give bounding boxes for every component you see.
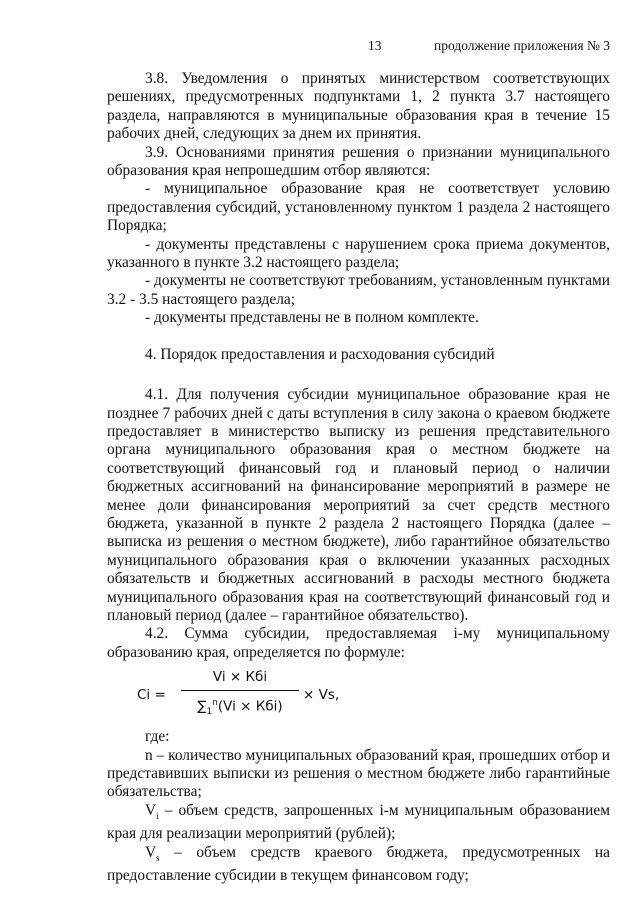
- sum-lower-limit: 1: [206, 706, 213, 717]
- sum-term: (Vi × Кбi): [217, 698, 283, 715]
- vs-symbol: V: [145, 843, 157, 861]
- paragraph-3-9: 3.9. Основаниями принятия решения о признании муниципального образования края непрошедшим отбор являются:: [107, 143, 610, 180]
- definition-vs: [107, 844, 610, 886]
- page-header: [0, 38, 640, 56]
- page-number: 13: [368, 38, 382, 53]
- section-heading-4: 4. Порядок предоставления и расходования субсидий: [145, 345, 495, 363]
- vi-definition: – объем средств, запрошенных i-м муниципальным образованием края для реализации мероприятий (рублей);: [107, 801, 610, 843]
- vs-definition: – объем средств краевого бюджета, предусмотренных на предоставление субсидии в текущем финансовом году;: [107, 843, 610, 885]
- where-label: где:: [145, 728, 170, 746]
- definition-n: n – количество муниципальных образований края, прошедших отбор и представивших выписки из решения о местном бюджете либо гарантийные обязательства;: [107, 746, 610, 801]
- list-item: - документы представлены не в полном комплекте.: [145, 309, 479, 327]
- sum-upper-limit: n: [212, 697, 218, 708]
- sum-symbol: ∑: [197, 698, 207, 715]
- formula-fraction: [181, 668, 299, 721]
- document-body: [107, 70, 610, 886]
- formula-numerator: Vi × Кбi: [212, 669, 268, 686]
- formula-denominator: [181, 692, 299, 722]
- paragraph-4-1: 4.1. Для получения субсидии муниципальное образование края не позднее 7 рабочих дней с даты вступления в силу закона о краевом бюджете предоставляет в министерство выписку из решения представительного органа муниципального образования края о местном бюджете на соответствующий финансовый год и плановый период о наличии бюджетных ассигнований на финансирование мероприятий в размере не менее доли финансирования мероприятий за счет средств местного бюджета, указанной в пункте 2 раздела 2 настоящего Порядка (далее – выписка из решения о местном бюджете), либо гарантийное обязательство муниципального образования края о включении указанных расходных обязательств и бюджетных ассигнований в расходы местного бюджета муниципального образования края на соответствующий финансовый год и плановый период (далее – гарантийное обязательство).: [107, 386, 610, 624]
- vs-subscript: s: [156, 852, 160, 863]
- list-item: - муниципальное образование края не соответствует условию предоставления субсидий, установленному пунктом 1 раздела 2 настоящего Порядка;: [107, 180, 610, 235]
- paragraph-4-2: 4.2. Сумма субсидии, предоставляемая i-му муниципальному образованию края, определяется по формуле:: [107, 625, 610, 661]
- formula-lhs: Ci =: [137, 687, 166, 704]
- appendix-continuation: продолжение приложения № 3: [433, 38, 610, 53]
- vi-subscript: i: [156, 810, 159, 821]
- definition-vi: [107, 802, 610, 844]
- list-item: - документы не соответствуют требованиям, установленным пунктами 3.2 - 3.5 настоящего раздела;: [107, 272, 610, 308]
- formula-rhs: × Vs,: [303, 687, 340, 704]
- paragraph-3-8: 3.8. Уведомления о принятых министерством соответствующих решениях, предусмотренных подпунктами 1, 2 пункта 3.7 настоящего раздела, направляются в муниципальные образования края в течение 15 рабочих дней, следующих за днем их принятия.: [107, 70, 610, 143]
- subsidy-formula: [137, 668, 610, 724]
- list-item: - документы представлены с нарушением срока приема документов, указанного в пункте 3.2 настоящего раздела;: [107, 235, 610, 272]
- fraction-bar: [181, 690, 299, 691]
- vi-symbol: V: [145, 801, 157, 819]
